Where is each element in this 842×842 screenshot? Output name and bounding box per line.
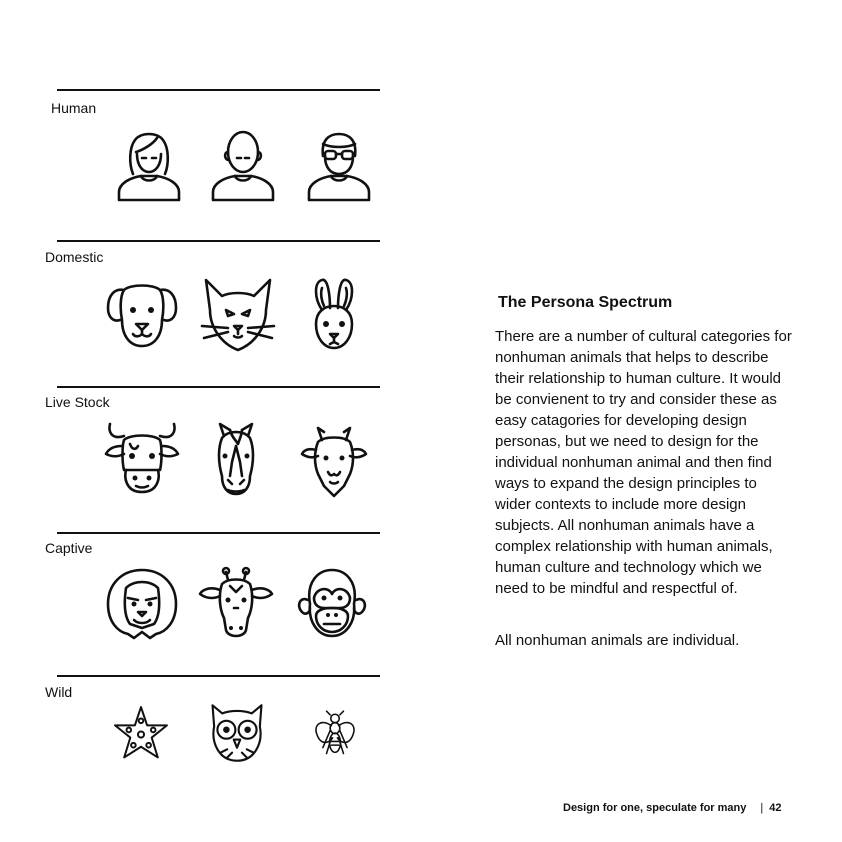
- starfish-icon: [112, 704, 170, 762]
- dog-icon: [104, 276, 180, 352]
- category-label-wild: Wild: [45, 684, 73, 700]
- rabbit-icon: [296, 276, 372, 352]
- bald-man-icon: [205, 128, 281, 204]
- cat-icon: [200, 276, 276, 352]
- article-closing-line: All nonhuman animals are individual.: [495, 632, 740, 649]
- category-label-human: Human: [51, 100, 97, 116]
- gorilla-icon: [294, 566, 370, 642]
- page-footer: [563, 802, 781, 814]
- category-label-live-stock: Live Stock: [45, 394, 110, 410]
- giraffe-icon: [198, 566, 274, 642]
- page-number: 42: [769, 802, 782, 814]
- footer-separator: |: [760, 802, 764, 814]
- article-paragraph: There are a number of cultural categories for nonhuman animals that helps to describe their relationship to human culture. It would be convienent to try and consider these as easy catagories for developing design personas, but we need to design for the individual nonhuman animal and then find ways to expand the design principles to wider contexts to include more design subjects. All nonhuman animals have a complex relationship with human animals, human culture and technology which we need to be mindful and respectful of.: [495, 328, 792, 597]
- horse-icon: [198, 422, 274, 498]
- cow-icon: [104, 422, 180, 498]
- man-with-glasses-icon: [301, 128, 377, 204]
- book-title: Design for one, speculate for many: [563, 802, 747, 814]
- goat-icon: [296, 422, 372, 498]
- category-label-captive: Captive: [45, 540, 93, 556]
- fly-icon: [312, 710, 358, 756]
- section-divider-domestic: [57, 240, 380, 242]
- section-divider-live-stock: [57, 386, 380, 388]
- article-title: The Persona Spectrum: [498, 294, 673, 311]
- woman-icon: [111, 128, 187, 204]
- lion-icon: [104, 566, 180, 642]
- section-divider-human: [57, 89, 380, 91]
- section-divider-wild: [57, 675, 380, 677]
- section-divider-captive: [57, 532, 380, 534]
- category-label-domestic: Domestic: [45, 249, 104, 265]
- owl-icon: [206, 702, 268, 764]
